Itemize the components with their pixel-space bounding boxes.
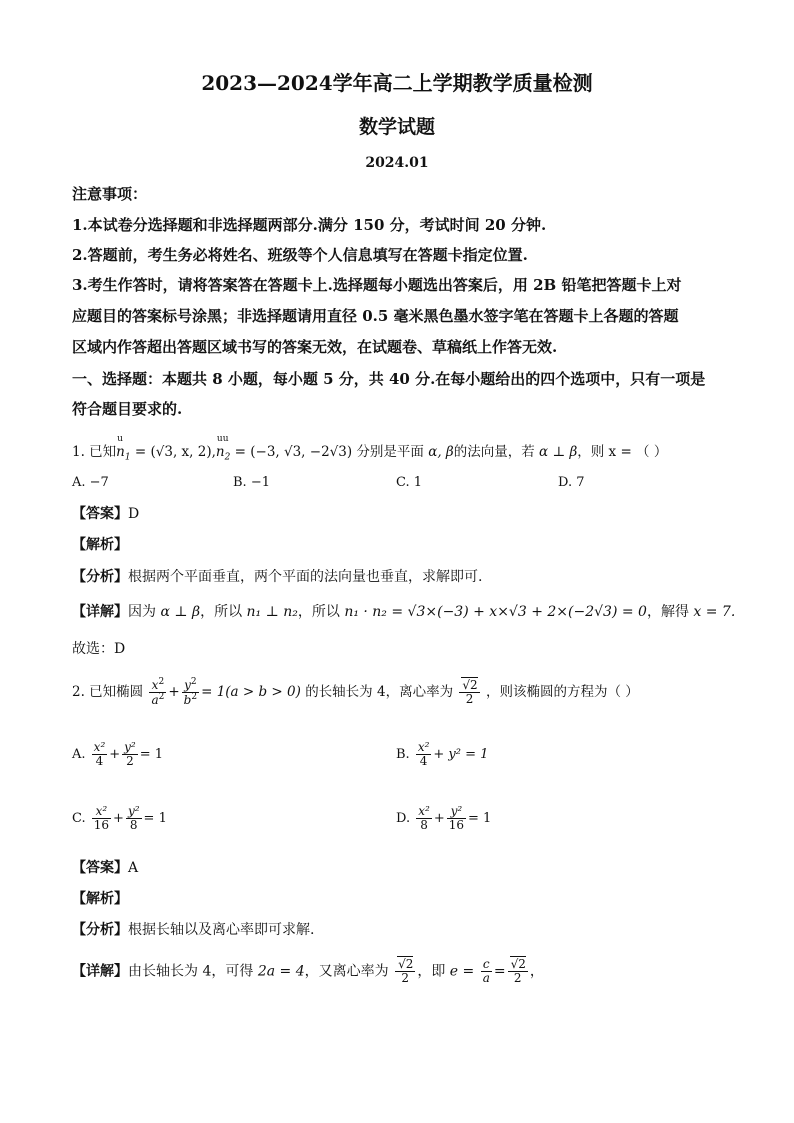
q1-answer: [72, 507, 139, 521]
q1-detail: 【详解】因为 α ⊥ β，所以 n₁ ⊥ n₂，所以 n₁ · n₂ = √3×(−3) + x×√3 + 2×(−2√3) = 0，解得 x = 7.: [72, 604, 736, 620]
q1-detail-condition: α ⊥ β: [160, 604, 201, 620]
notice-item-3-line-3: 区域内作答超出答题区域书写的答案无效，在试题卷、草稿纸上作答无效.: [72, 338, 558, 356]
notice-item-2: 2.答题前，考生务必将姓名、班级等个人信息填写在答题卡指定位置.: [72, 246, 528, 264]
q1-detail-tag: 【详解】: [72, 604, 128, 620]
q2-eccentricity-frac: $\frac{√2}{2}$: [459, 679, 479, 706]
q1-option-a: A. −7: [72, 475, 109, 490]
q2-middle: 的长轴长为 4，离心率为: [305, 684, 454, 701]
q1-detail-result: x = 7.: [693, 604, 736, 620]
q1-option-d: D. 7: [558, 475, 585, 490]
section-1-instructions-line-1: 一、选择题：本题共 8 小题，每小题 5 分，共 40 分.在每小题给出的四个选项中，只有一项是: [72, 370, 706, 388]
q1-fenxi-text: 根据两个平面垂直，两个平面的法向量也垂直，求解即可.: [128, 569, 483, 585]
q2-option-d: D. $\frac{\text{x²}}{8}$ + $\frac{\text{y²}}{16}$ = 1: [396, 804, 492, 833]
q2-option-a: A. $\frac{\text{x²}}{4}$ + $\frac{\text{y²}}{2}$ = 1: [72, 740, 164, 769]
q1-detail-dot-product: n₁ · n₂ = √3×(−3) + x×√3 + 2×(−2√3) = 0: [344, 604, 647, 620]
q1-fenxi: [72, 570, 482, 584]
q2-frac-x: $\frac{x^2}{a^2}$: [151, 677, 165, 708]
q1-middle: 分别是平面: [356, 444, 424, 460]
question-1-stem: 1. 已知u $n_1 = (√3$, x, 2),uu $n_2 = (-3$, √3, −2√3) 分别是平面 α, β的法向量，若 α ⊥ β，则 x = （ ）: [72, 446, 667, 463]
q1-fenxi-tag: 【分析】: [72, 569, 128, 585]
q1-n1-expr: = (√3, x, 2): [134, 444, 212, 460]
q1-option-c: C. 1: [396, 475, 423, 490]
q2-fenxi-tag: 【分析】: [72, 922, 128, 938]
question-2-stem: 2. 已知椭圆 $\frac{x^2}{a^2}$ + $\frac{y^2}{b^2}$ = 1(a > b > 0) 的长轴长为 4，离心率为 $\frac{√2}{2}$ ，则该椭圆的方程为（ ）: [72, 677, 639, 708]
q2-suffix: ，则该椭圆的方程为（ ）: [485, 684, 639, 701]
q2-fenxi-text: 根据长轴以及离心率即可求解.: [128, 922, 315, 938]
q2-answer-value: A: [128, 860, 139, 876]
q1-detail-perp: n₁ ⊥ n₂: [246, 604, 298, 620]
q1-analysis-tag: 【解析】: [72, 537, 128, 553]
q1-prefix: 1. 已知: [72, 444, 117, 460]
exam-title: 2023—2024学年高二上学期教学质量检测: [201, 71, 593, 95]
q2-detail-eq: 2a = 4: [257, 963, 305, 980]
q2-detail: 【详解】由长轴长为 4，可得 2a = 4，又离心率为 $\frac{√2}{2}$ ，即 e = $\frac{c}{a}$ = $\frac{√2}{2}$ ，: [72, 957, 544, 986]
q1-option-b: B. −1: [233, 475, 270, 490]
q2-detail-tag: 【详解】: [72, 963, 128, 980]
q2-option-c: C. $\frac{\text{x²}}{16}$ + $\frac{\text{y²}}{8}$ = 1: [72, 804, 167, 833]
q2-fenxi: [72, 923, 314, 937]
section-1-instructions-line-2: 符合题目要求的.: [72, 400, 183, 418]
exam-subtitle: 数学试题: [358, 116, 435, 138]
notice-item-3-line-1: 3.考生作答时，请将答案答在答题卡上.选择题每小题选出答案后，用 2B 铅笔把答题卡上对: [72, 276, 682, 294]
notice-item-1: 1.本试卷分选择题和非选择题两部分.满分 150 分，考试时间 20 分钟.: [72, 216, 547, 234]
notice-item-3-line-2: 应题目的答案标号涂黑；非选择题请用直径 0.5 毫米黑色墨水签字笔在答题卡上各题的答题: [72, 307, 679, 325]
q1-condition: α ⊥ β: [539, 444, 578, 460]
q1-ask: x = （ ）: [608, 444, 668, 460]
q2-answer: [72, 861, 138, 875]
q2-prefix: 2. 已知椭圆: [72, 684, 144, 701]
q2-condition: = 1(a > b > 0): [201, 684, 301, 701]
q2-frac-y: $\frac{y^2}{b^2}$: [183, 677, 198, 708]
q2-option-b: B. $\frac{\text{x²}}{4}$ + y² = 1: [396, 740, 489, 769]
q1-conclusion: 故选：D: [72, 641, 126, 657]
q1-n2-expr: = (−3, √3, −2√3): [234, 444, 353, 460]
q1-answer-tag: 【答案】: [72, 506, 128, 522]
q2-analysis-tag: 【解析】: [72, 891, 128, 907]
q1-answer-value: D: [128, 506, 140, 522]
q1-planes: α, β: [428, 444, 454, 460]
exam-date: 2024.01: [365, 155, 429, 171]
q1-suffix: ，则: [577, 444, 605, 460]
q2-answer-tag: 【答案】: [72, 860, 128, 876]
q1-after-planes: 的法向量，若: [453, 444, 535, 460]
notice-heading: 注意事项：: [72, 185, 148, 203]
